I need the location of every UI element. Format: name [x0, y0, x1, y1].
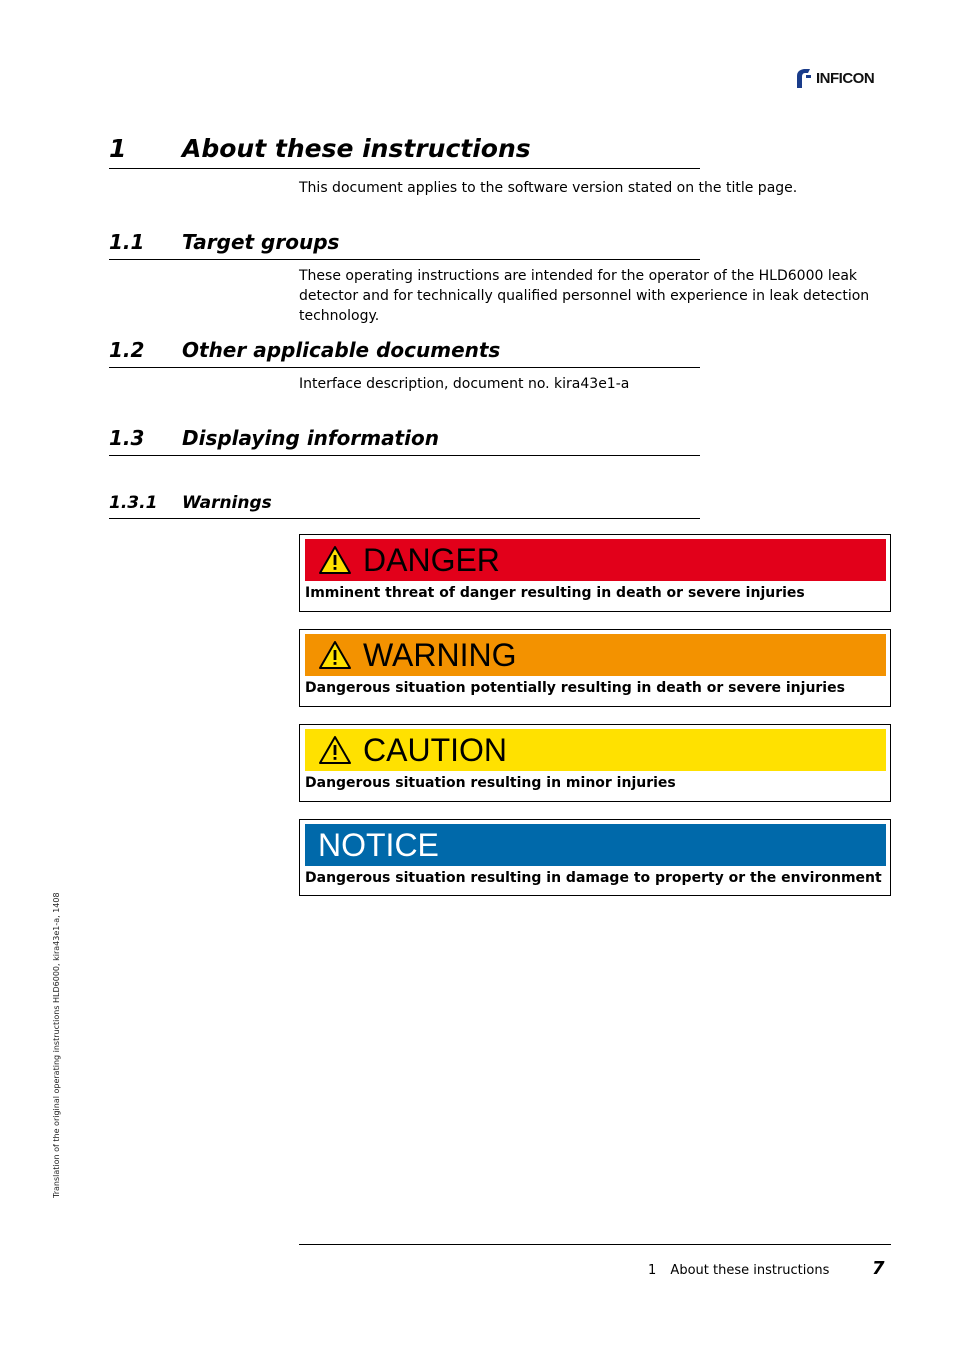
- warning-signal-word: WARNING: [363, 637, 517, 673]
- subsection-number: 1.3.1: [109, 493, 158, 513]
- warning-banner: [305, 634, 886, 676]
- section-heading-other-documents: [109, 335, 700, 368]
- target-groups-text: These operating instructions are intended for the operator of the HLD6000 leak detector and for technically qualified personnel with experience in leak detection technology.: [299, 268, 870, 324]
- caution-description: Dangerous situation resulting in minor injuries: [305, 775, 676, 791]
- subsection-title: Warnings: [182, 493, 272, 513]
- translation-note: Translation of the original operating instructions HLD6000, kira43e1-a, 1408: [52, 892, 61, 1198]
- caution-sign: [299, 724, 891, 802]
- section-heading-target-groups: [109, 227, 700, 260]
- section-number: 1.1: [109, 230, 145, 254]
- danger-signal-word: DANGER: [363, 542, 500, 578]
- section-number: 1.3: [109, 426, 145, 450]
- notice-description: Dangerous situation resulting in damage to property or the environment: [305, 870, 882, 886]
- notice-signal-word: NOTICE: [318, 827, 439, 863]
- warning-triangle-icon: [318, 545, 352, 575]
- section-number: 1.2: [109, 338, 145, 362]
- logo-text: INFICON: [816, 69, 875, 87]
- section-title: Displaying information: [182, 426, 439, 450]
- other-documents-text: Interface description, document no. kira43e1-a: [299, 376, 630, 392]
- section-title: Target groups: [182, 230, 340, 254]
- chapter-intro: This document applies to the software version stated on the title page.: [299, 180, 798, 196]
- inficon-logo: [794, 67, 874, 89]
- warning-sign: [299, 629, 891, 707]
- section-title: Other applicable documents: [182, 338, 501, 362]
- footer-rule: [299, 1244, 891, 1245]
- caution-banner: [305, 729, 886, 771]
- footer-section-number: 1: [648, 1263, 657, 1278]
- inficon-logo-mark: [794, 67, 814, 89]
- warning-triangle-icon: [318, 640, 352, 670]
- chapter-number: 1: [109, 134, 127, 163]
- page-number: 7: [872, 1258, 885, 1279]
- footer-section: [648, 1263, 829, 1278]
- chapter-heading: [109, 128, 700, 169]
- footer-section-title: About these instructions: [670, 1263, 830, 1278]
- danger-sign: [299, 534, 891, 612]
- subsection-heading-warnings: [109, 492, 700, 519]
- chapter-title: About these instructions: [182, 134, 531, 163]
- notice-banner: [305, 824, 886, 866]
- warning-triangle-icon: [318, 735, 352, 765]
- section-heading-displaying-information: [109, 423, 700, 456]
- caution-signal-word: CAUTION: [363, 732, 507, 768]
- warning-description: Dangerous situation potentially resulting in death or severe injuries: [305, 680, 845, 696]
- danger-banner: [305, 539, 886, 581]
- danger-description: Imminent threat of danger resulting in death or severe injuries: [305, 585, 805, 601]
- notice-sign: [299, 819, 891, 896]
